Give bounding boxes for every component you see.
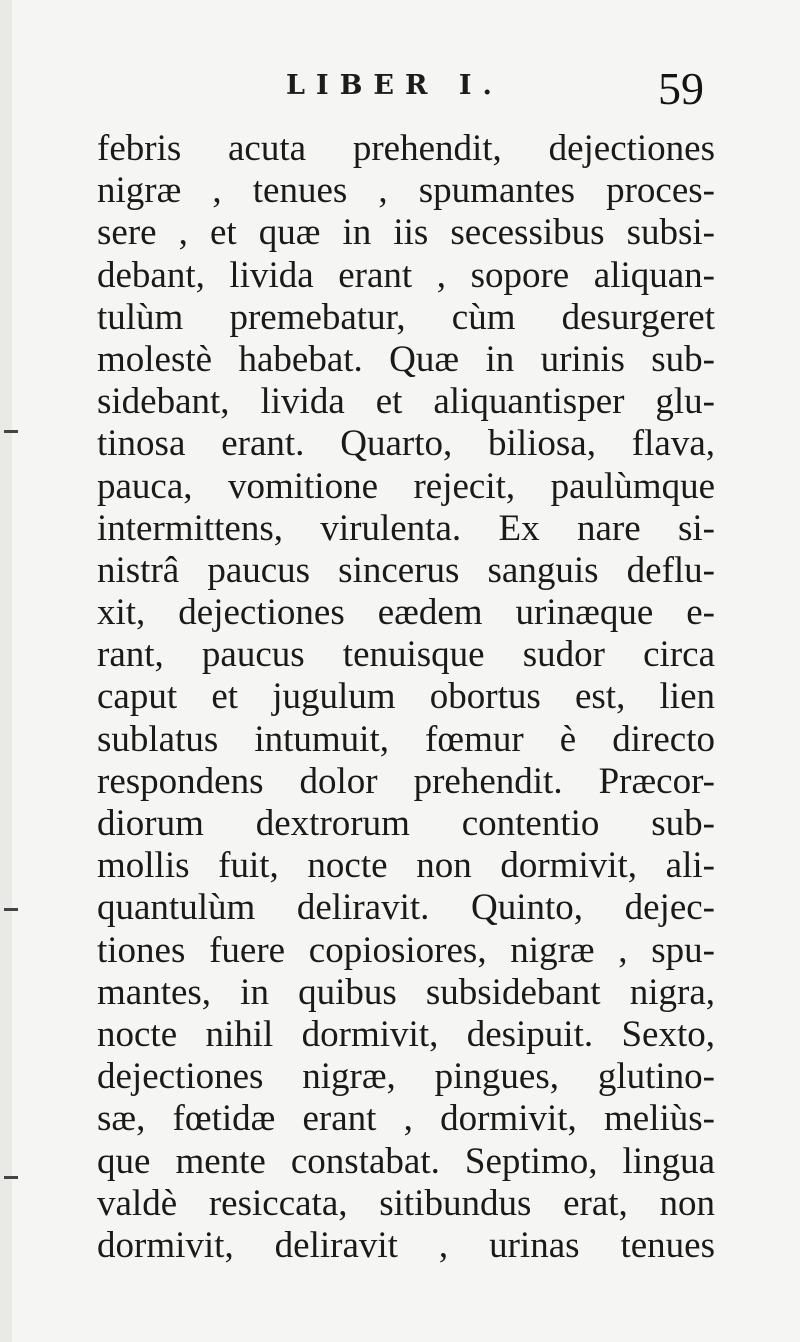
text-line: mollis fuit, nocte non dormivit, ali- (97, 845, 715, 887)
text-line: sidebant, livida et aliquantisper glu- (97, 381, 715, 423)
margin-mark (4, 908, 18, 911)
text-line: intermittens, virulenta. Ex nare si- (97, 507, 715, 549)
text-line: febris acuta prehendit, dejectiones (97, 128, 715, 169)
text-line: tulùm premebatur, cùm desurgeret (97, 296, 715, 338)
margin-mark (4, 430, 18, 433)
running-head: LIBER I. (286, 70, 503, 101)
text-line: quantulùm deliravit. Quinto, dejec- (97, 887, 715, 929)
text-line: rant, paucus tenuisque sudor circa (97, 634, 715, 676)
text-line: sere , et quæ in iis secessibus subsi- (97, 212, 715, 254)
body-text (97, 128, 715, 1267)
text-line: que mente constabat. Septimo, lingua (97, 1140, 715, 1182)
page-gutter (0, 0, 12, 1342)
text-line: dejectiones nigræ, pingues, glutino- (97, 1056, 715, 1098)
text-line: diorum dextrorum contentio sub- (97, 803, 715, 844)
text-line: sæ, fœtidæ erant , dormivit, meliùs- (97, 1098, 715, 1140)
text-line: debant, livida erant , sopore aliquan- (97, 254, 715, 296)
text-line: nigræ , tenues , spumantes proces- (97, 170, 715, 212)
text-line: tinosa erant. Quarto, biliosa, flava, (97, 423, 715, 465)
page-header (0, 62, 800, 122)
text-line: caput et jugulum obortus est, lien (97, 676, 715, 718)
text-line: mantes, in quibus subsidebant nigra, (97, 971, 715, 1013)
text-line: valdè resiccata, sitibundus erat, non (97, 1182, 715, 1224)
text-line: xit, dejectiones eædem urinæque e- (97, 592, 715, 634)
text-line: nistrâ paucus sincerus sanguis deflu- (97, 549, 715, 591)
text-line: molestè habebat. Quæ in urinis sub- (97, 338, 715, 380)
margin-mark (4, 1176, 18, 1179)
text-line: sublatus intumuit, fœmur è directo (97, 718, 715, 760)
text-line: respondens dolor prehendit. Præcor- (97, 760, 715, 802)
page-number: 59 (658, 63, 704, 114)
text-line: dormivit, deliravit , urinas tenues (97, 1224, 715, 1266)
text-line: nocte nihil dormivit, desipuit. Sexto, (97, 1013, 715, 1055)
text-line: pauca, vomitione rejecit, paulùmque (97, 465, 715, 507)
text-line: tiones fuere copiosiores, nigræ , spu- (97, 929, 715, 971)
